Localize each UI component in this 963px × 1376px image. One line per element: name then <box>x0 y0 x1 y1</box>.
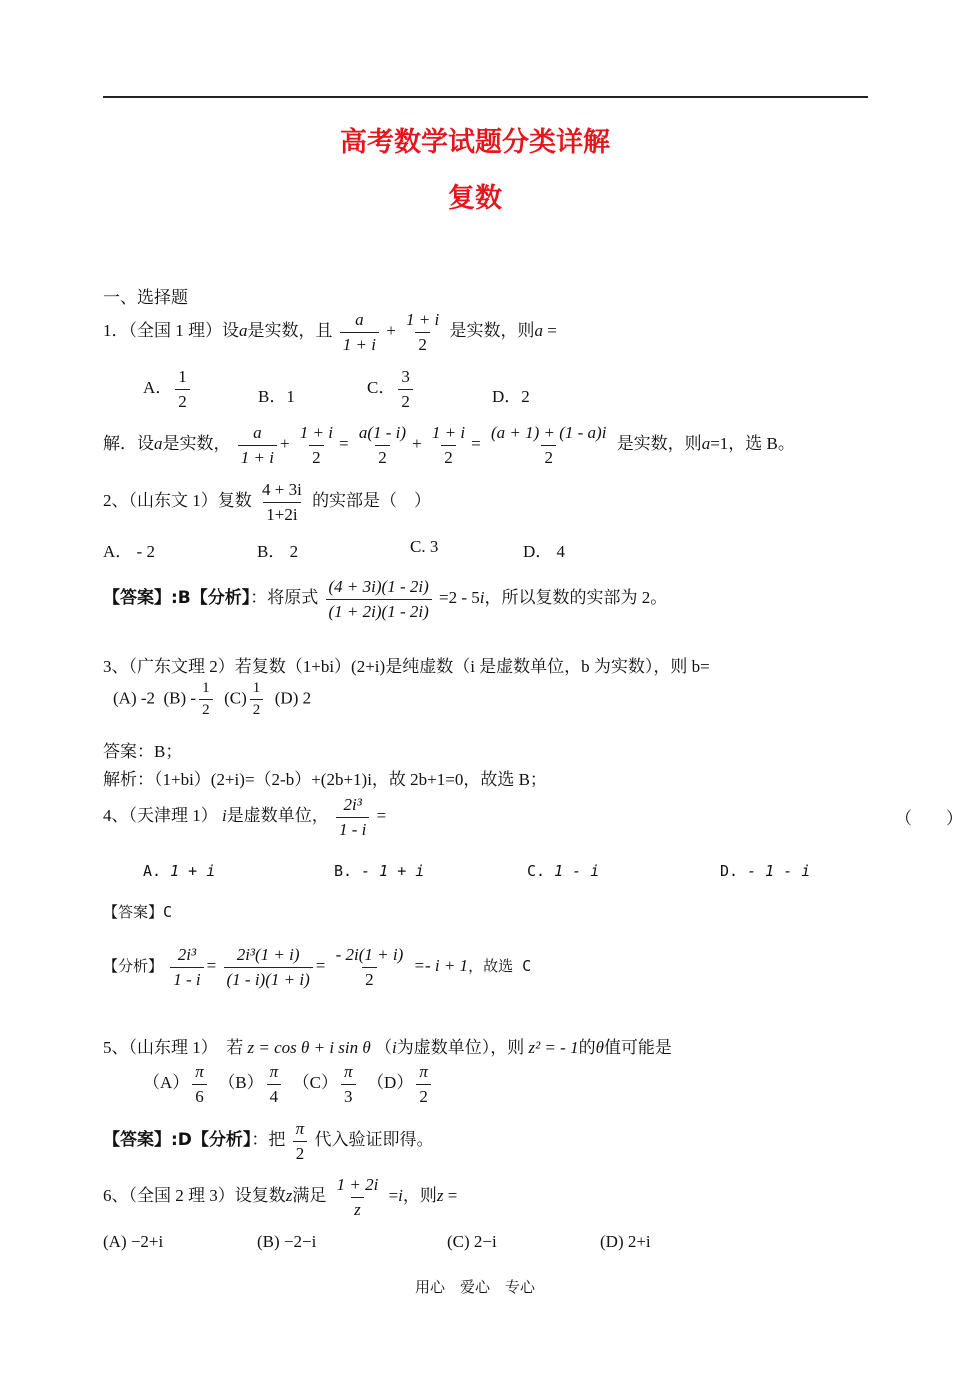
fraction: $\frac{1 + i}{2}$ <box>406 310 440 354</box>
fraction: $\frac{a}{1 + i}$ <box>340 310 379 354</box>
page-subtitle: 复数 <box>448 183 502 214</box>
question-2-option-a: A． - 2 <box>103 542 155 561</box>
question-2-stem: 2、（山东文 1）复数 $\frac{4 + 3i}{1+2i}$ 的实部是（ ） <box>103 480 432 524</box>
question-6-option-a: (A) −2+i <box>103 1232 164 1251</box>
question-6-option-b: (B) −2−i <box>257 1232 317 1251</box>
question-3-options: (A) -2 (B) - $\frac{1}{2}$ (C) $\frac{1}{2}$ (D) 2 <box>113 680 312 719</box>
question-2-option-d: D． 4 <box>523 542 566 561</box>
question-4-option-c: C. 1 - i <box>527 862 600 880</box>
question-5-stem: 5、（山东理 1） 若 z = cos θ + i sin θ （i为虚数单位），则 z² = - 1的θ值可能是 <box>103 1038 672 1057</box>
header-rule <box>103 96 868 98</box>
question-4-option-d: D. - 1 - i <box>720 862 811 880</box>
question-6-stem: 6、（全国 2 理 3）设复数z满足 $\frac{1 + 2i}{z}$ =i，则z = <box>103 1175 458 1219</box>
question-4-option-a: A. 1 + i <box>143 862 216 880</box>
question-2-answer: 【答案】:B【分析】：将原式 $\frac{(4 + 3i)(1 - 2i)}{(1 + 2i)(1 - 2i)}$ =2 - 5i，所以复数的实部为 2。 <box>103 577 668 621</box>
question-4-analysis: 【分析】 $\frac{\text{2i³}}{1 - i}$ = $\frac{\text{2i³(1 + i)}}{(1 - i)(1 + i)}$ = $\frac{- 2i(1 + i)}{2}$ =- i + 1，故选 C <box>103 945 532 989</box>
question-3-analysis: 解析：（1+bi）(2+i)=（2-b）+(2b+1)i，故 2b+1=0，故选 B； <box>103 770 547 789</box>
question-2-option-c: C. 3 <box>410 537 439 556</box>
question-2-option-b: B． 2 <box>257 542 299 561</box>
question-1-option-b: B．1 <box>258 387 295 406</box>
question-3-stem: 3、（广东文理 2）若复数（1+bi）(2+i)是纯虚数（i 是虚数单位，b 为实数），则 b= <box>103 657 710 676</box>
page-title: 高考数学试题分类详解 <box>340 127 610 158</box>
question-6-option-d: (D) 2+i <box>600 1232 651 1251</box>
question-1-stem: 1．（全国 1 理）设a是实数，且 $\frac{a}{1 + i}$ + $\frac{1 + i}{2}$ 是实数，则a = <box>103 310 557 354</box>
question-1-option-a: A． $\frac{1}{2}$ <box>143 367 193 411</box>
question-3-answer: 答案：B； <box>103 742 183 761</box>
question-4-answer-blank: （ ） <box>895 809 963 828</box>
question-6-option-c: (C) 2−i <box>447 1232 497 1251</box>
question-4-answer: 【答案】C <box>103 903 173 921</box>
question-5-options: （A） $\frac{\pi}{6}$ （B） $\frac{\pi}{4}$ （C） $\frac{\pi}{3}$ （D） $\frac{\pi}{2}$ <box>143 1062 434 1106</box>
question-1-solution: 解．设a是实数， $\frac{a}{1 + i}$ + $\frac{1 + i}{2}$ = $\frac{a(1 - i)}{2}$ + $\frac{1 + i}{2}$ = $\frac{(a + 1) + (1 - a)i}{2}$ 是实数，则a=1，选 B。 <box>103 423 795 467</box>
page-footer: 用心 爱心 专心 <box>414 1280 535 1296</box>
question-4-stem: 4、（天津理 1） i是虚数单位， $\frac{\text{2i³}}{1 - i}$ = <box>103 795 387 839</box>
question-1-option-d: D．2 <box>492 387 530 406</box>
section-heading: 一、选择题 <box>103 288 188 307</box>
question-5-answer: 【答案】:D【分析】：把 $\frac{\pi}{2}$ 代入验证即得。 <box>103 1119 434 1163</box>
question-1-option-c: C． $\frac{3}{2}$ <box>367 367 416 411</box>
question-4-option-b: B. - 1 + i <box>334 862 425 880</box>
